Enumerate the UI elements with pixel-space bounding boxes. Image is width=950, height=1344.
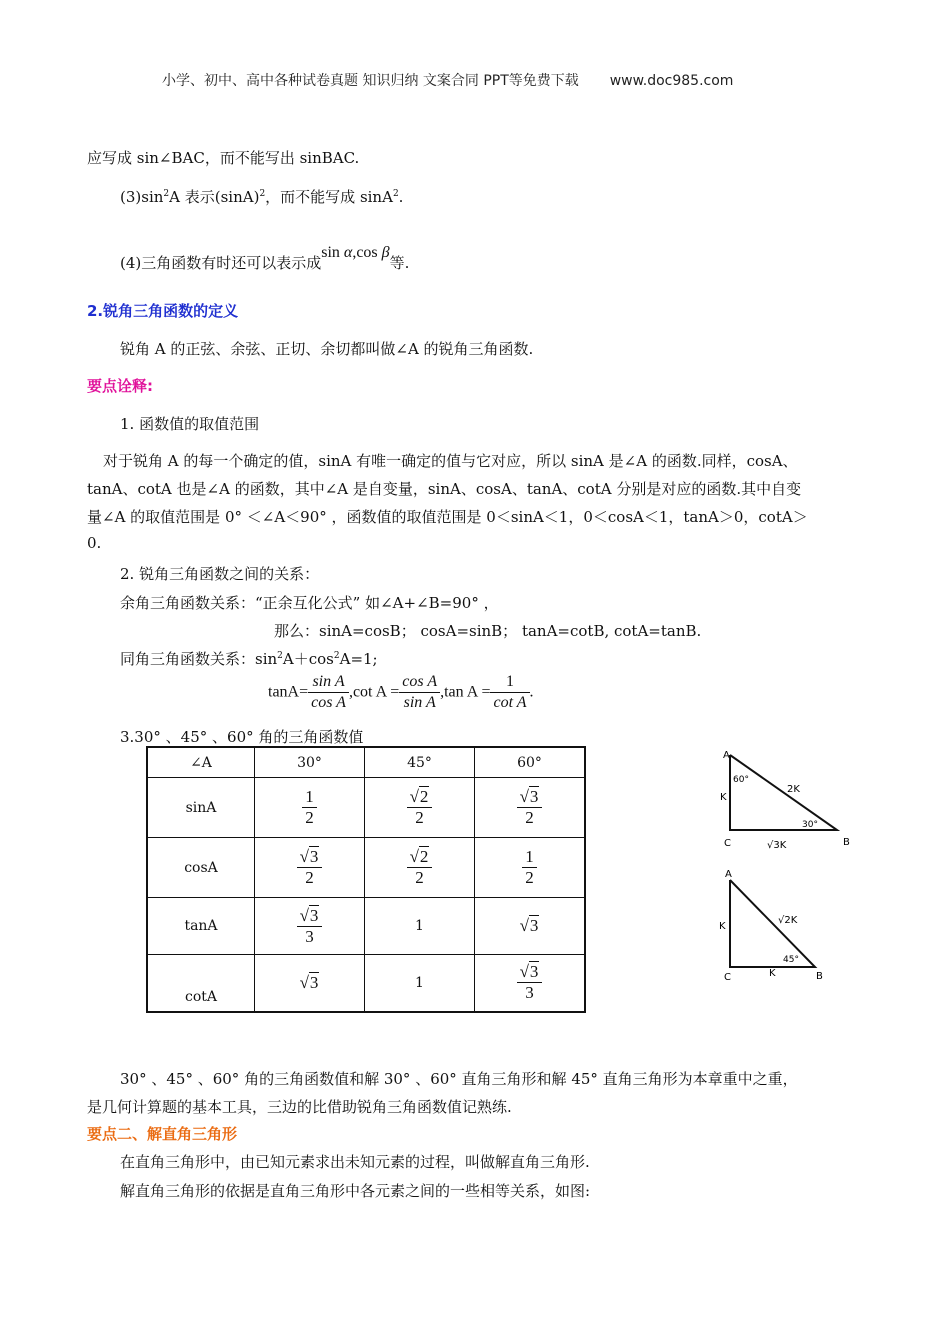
- kp2-complement-2: 那么：sinA=cosB； cosA=sinB； tanA=cotB, cotA=tanB.: [274, 622, 702, 640]
- vertex-C: C: [724, 972, 731, 983]
- header-left: 小学、初中、高中各种试卷真题 知识归纳 文案合同 PPT等免费下载: [162, 73, 579, 89]
- cell: $\frac{√3}{3}$: [255, 898, 365, 955]
- vertex-A: A: [725, 869, 732, 880]
- angle-45: 45°: [783, 955, 799, 965]
- section-2-body: 锐角 A 的正弦、余弦、正切、余切都叫做∠A 的锐角三角函数.: [120, 340, 534, 358]
- key2-paragraph-2: 解直角三角形的依据是直角三角形中各元素之间的一些相等关系，如图:: [120, 1182, 591, 1200]
- vertex-B: B: [843, 837, 850, 848]
- cell: √3: [475, 898, 586, 955]
- identity-formula: tanA= $\frac{\text{sin A}}{\text{cos A}}$ ,cot A = $\frac{\text{cos A}}{\text{sin A}}$ ,tan A = $\frac{1}{\text{cot A}}$ .: [268, 673, 534, 711]
- cell: $\frac{√3}{2}$: [475, 778, 586, 838]
- base-label: √3K: [767, 840, 787, 851]
- table-row-cot: [147, 955, 585, 1012]
- table-header-row: [147, 747, 585, 778]
- header-45: 45°: [365, 747, 475, 778]
- trig-values-table: [146, 746, 586, 1013]
- kp1-line3: 量∠A 的取值范围是 0° ＜∠A＜90° ，函数值的取值范围是 0＜sinA＜1，0＜cosA＜1，tanA＞0，cotA＞: [87, 508, 808, 526]
- paragraph-4: (4)三角函数有时还可以表示成sin α,cos β等.: [120, 244, 410, 272]
- angle-60: 60°: [733, 775, 749, 785]
- section-2-title: 2.锐角三角函数的定义: [87, 302, 239, 320]
- hypotenuse-label: 2K: [787, 784, 800, 795]
- header-angle: ∠A: [147, 747, 255, 778]
- cell: $\frac{1}{2}$: [475, 838, 586, 898]
- cell: $\frac{√3}{2}$: [255, 838, 365, 898]
- side-label: K: [719, 921, 726, 932]
- angle-30: 30°: [802, 820, 818, 830]
- row-label: sinA: [147, 778, 255, 838]
- keypoints-title: 要点诠释:: [87, 377, 153, 395]
- row-label: cotA: [147, 955, 255, 1012]
- summary-line2: 是几何计算题的基本工具，三边的比借助锐角三角函数值记熟练.: [87, 1098, 512, 1116]
- paragraph-1: 应写成 sin∠BAC，而不能写出 sinBAC.: [87, 149, 360, 167]
- cell: $\frac{√2}{2}$: [365, 778, 475, 838]
- row-label: tanA: [147, 898, 255, 955]
- cell: $\frac{√2}{2}$: [365, 838, 475, 898]
- vertex-B: B: [816, 971, 823, 982]
- kp3-title: 3.30° 、45° 、60° 角的三角函数值: [120, 728, 364, 746]
- triangle-1-shape: [730, 755, 837, 830]
- cell: 1: [365, 955, 475, 1012]
- kp2-title: 2. 锐角三角函数之间的关系：: [120, 565, 320, 583]
- vertex-A: A: [723, 750, 730, 761]
- kp2-complement: 余角三角函数关系：“正余互化公式” 如∠A+∠B=90° ，: [120, 594, 499, 612]
- kp1-line2: tanA、cotA 也是∠A 的函数，其中∠A 是自变量，sinA、cosA、tanA、cotA 分别是对应的函数.其中自变: [87, 480, 802, 498]
- triangle-2-shape: [730, 880, 815, 967]
- key2-paragraph-1: 在直角三角形中，由已知元素求出未知元素的过程，叫做解直角三角形.: [120, 1153, 590, 1171]
- header-text: [162, 70, 733, 90]
- vertex-C: C: [724, 838, 731, 849]
- kp1-line4: 0.: [87, 534, 102, 552]
- paragraph-3: $(3)\sin^2A$ 表示$(\sin A)^2$，而不能写成 sinA$^2$.: [120, 188, 404, 206]
- cell: $\frac{√3}{3}$: [475, 955, 586, 1012]
- cell: $\frac{1}{2}$: [255, 778, 365, 838]
- table-row-cos: [147, 838, 585, 898]
- section-key2-title: 要点二、解直角三角形: [87, 1125, 238, 1143]
- triangle-45-figure: [715, 865, 835, 985]
- kp1-title: 1. 函数值的取值范围: [120, 415, 260, 433]
- header-60: 60°: [475, 747, 586, 778]
- cell: √3: [255, 955, 365, 1012]
- header-site-link[interactable]: www.doc985.com: [609, 73, 734, 89]
- cell: 1: [365, 898, 475, 955]
- side-label: K: [720, 792, 727, 803]
- triangle-30-60-figure: [715, 745, 855, 857]
- base-label: K: [769, 968, 776, 979]
- table-row-sin: [147, 778, 585, 838]
- summary-line1: 30° 、45° 、60° 角的三角函数值和解 30° 、60° 直角三角形和解 45° 直角三角形为本章重中之重，: [120, 1070, 798, 1088]
- kp1-line1: 对于锐角 A 的每一个确定的值，sinA 有唯一确定的值与它对应，所以 sinA 是∠A 的函数.同样，cosA、: [103, 452, 798, 470]
- row-label: cosA: [147, 838, 255, 898]
- hypotenuse-label: √2K: [778, 915, 798, 926]
- header-30: 30°: [255, 747, 365, 778]
- kp2-same-angle: 同角三角函数关系：$\sin^2A+\cos^2A=1$;: [120, 650, 378, 668]
- table-row-tan: [147, 898, 585, 955]
